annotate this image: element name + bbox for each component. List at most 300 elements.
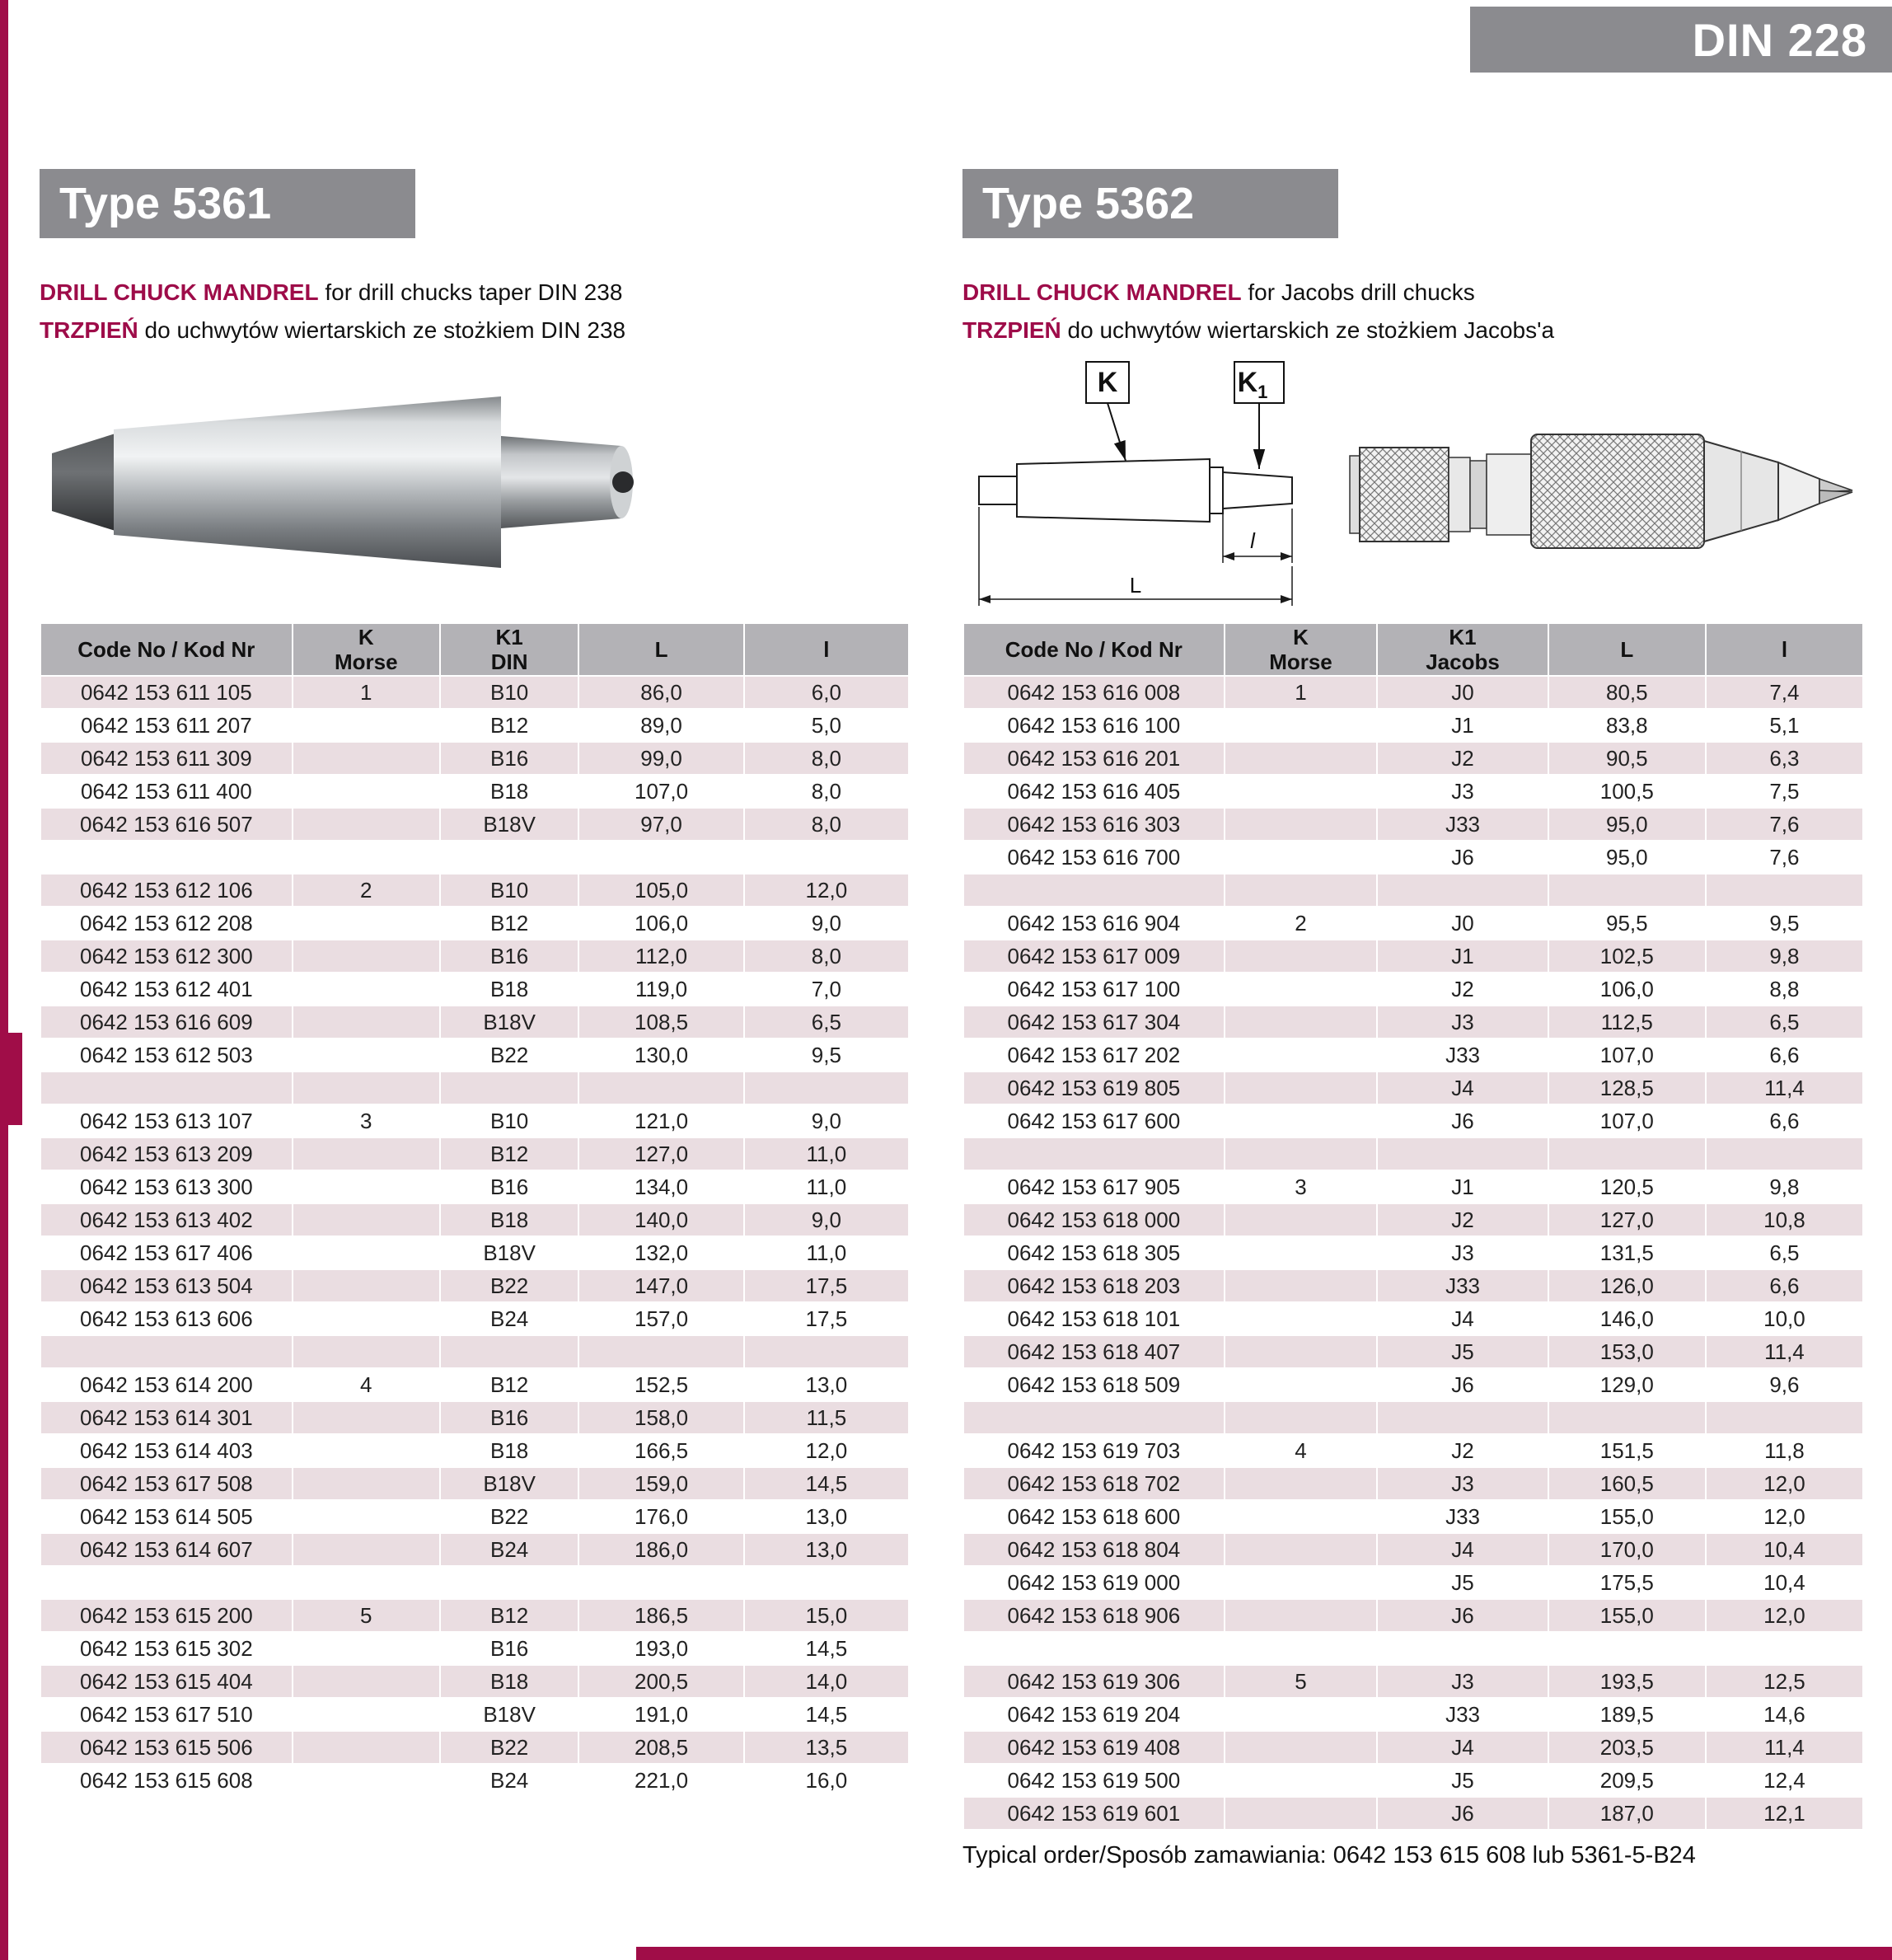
table-cell	[744, 1566, 909, 1599]
table-cell: 200,5	[578, 1665, 743, 1698]
dim-L-arrow-left	[979, 595, 990, 603]
table-cell: J5	[1377, 1566, 1548, 1599]
table-cell	[293, 1006, 440, 1039]
table-cell: 0642 153 617 304	[963, 1006, 1225, 1039]
table-cell	[1225, 742, 1378, 775]
table-cell: J2	[1377, 973, 1548, 1006]
table-cell: 155,0	[1548, 1500, 1706, 1533]
table-cell: 0642 153 618 407	[963, 1335, 1225, 1368]
chuck-rear-knurl	[1360, 448, 1449, 542]
table-cell: 2	[293, 874, 440, 907]
table-cell: B22	[440, 1500, 579, 1533]
table-cell: 83,8	[1548, 709, 1706, 742]
table-cell: 14,5	[744, 1467, 909, 1500]
col-header-k-morse	[293, 623, 440, 676]
table-row	[40, 676, 909, 709]
table-cell	[1377, 1401, 1548, 1434]
table-cell: 80,5	[1548, 676, 1706, 709]
table-cell: B24	[440, 1302, 579, 1335]
table-cell: 221,0	[578, 1764, 743, 1797]
table-cell: B16	[440, 1170, 579, 1203]
table-cell: 160,5	[1548, 1467, 1706, 1500]
table-row	[40, 1137, 909, 1170]
table-row	[963, 1632, 1863, 1665]
table-cell: 0642 153 619 601	[963, 1797, 1225, 1830]
table-cell	[293, 1731, 440, 1764]
table-row	[40, 1302, 909, 1335]
table-cell	[293, 1533, 440, 1566]
chuck-nose	[1778, 462, 1819, 520]
table-row	[963, 1104, 1863, 1137]
table-cell: 0642 153 613 209	[40, 1137, 293, 1170]
table-cell: J0	[1377, 907, 1548, 940]
table-cell: B10	[440, 874, 579, 907]
table-cell: 140,0	[578, 1203, 743, 1236]
table-cell: 0642 153 616 700	[963, 841, 1225, 874]
k-label: K	[1097, 367, 1118, 398]
table-cell: J4	[1377, 1533, 1548, 1566]
table-cell: 12,1	[1706, 1797, 1863, 1830]
table-cell	[744, 1335, 909, 1368]
table-cell: 0642 153 615 506	[40, 1731, 293, 1764]
type-5362-title-box	[962, 169, 1338, 238]
table-cell: 89,0	[578, 709, 743, 742]
table-cell	[744, 841, 909, 874]
table-cell: B22	[440, 1731, 579, 1764]
table-cell: B12	[440, 907, 579, 940]
table-cell: J6	[1377, 841, 1548, 874]
type-5361-title-box	[40, 169, 415, 238]
table-cell	[1225, 1731, 1378, 1764]
table-cell: 95,0	[1548, 841, 1706, 874]
table-row	[963, 1797, 1863, 1830]
table-cell: 97,0	[578, 808, 743, 841]
table-cell: 6,5	[744, 1006, 909, 1039]
table-row	[963, 1401, 1863, 1434]
table-row	[963, 1731, 1863, 1764]
table-cell	[1225, 1137, 1378, 1170]
table-cell: 186,5	[578, 1599, 743, 1632]
table-cell: 0642 153 611 105	[40, 676, 293, 709]
table-cell: 12,5	[1706, 1665, 1863, 1698]
table-cell: J2	[1377, 742, 1548, 775]
table-cell	[40, 1071, 293, 1104]
description-rest-pl: do uchwytów wiertarskich ze stożkiem DIN 238	[138, 317, 626, 343]
col-header-k: K	[1293, 625, 1309, 649]
table-cell	[963, 874, 1225, 907]
table-cell: J4	[1377, 1071, 1548, 1104]
description-rest-en: for drill chucks taper DIN 238	[318, 279, 623, 305]
table-cell: 0642 153 617 905	[963, 1170, 1225, 1203]
table-cell: 0642 153 616 100	[963, 709, 1225, 742]
description-rest-en: for Jacobs drill chucks	[1241, 279, 1475, 305]
table-cell: 12,0	[744, 874, 909, 907]
table-cell	[293, 907, 440, 940]
table-cell	[293, 1764, 440, 1797]
table-cell: 0642 153 615 608	[40, 1764, 293, 1797]
k1-label-main: K	[1237, 367, 1258, 398]
table-row	[40, 1533, 909, 1566]
table-cell: 152,5	[578, 1368, 743, 1401]
table-cell	[293, 1071, 440, 1104]
table-cell: 10,8	[1706, 1203, 1863, 1236]
table-cell	[1225, 940, 1378, 973]
table-cell: B12	[440, 1599, 579, 1632]
table-cell: 107,0	[578, 775, 743, 808]
table-cell: 209,5	[1548, 1764, 1706, 1797]
table-cell: 90,5	[1548, 742, 1706, 775]
description-lead-en: DRILL CHUCK MANDREL	[962, 279, 1242, 305]
table-cell	[293, 1039, 440, 1071]
table-cell	[293, 841, 440, 874]
table-cell: 0642 153 614 403	[40, 1434, 293, 1467]
col-header-din: DIN	[490, 649, 528, 674]
table-cell	[963, 1137, 1225, 1170]
table-row	[40, 1071, 909, 1104]
table-cell: 159,0	[578, 1467, 743, 1500]
table-cell: 193,5	[1548, 1665, 1706, 1698]
table-cell	[1225, 808, 1378, 841]
table-row	[40, 907, 909, 940]
description-rest-pl: do uchwytów wiertarskich ze stożkiem Jacobs'a	[1061, 317, 1555, 343]
table-row	[40, 973, 909, 1006]
dim-l-arrow-right	[1281, 552, 1292, 560]
dim-L-label: L	[1129, 573, 1142, 598]
table-cell: 193,0	[578, 1632, 743, 1665]
table-cell	[1225, 775, 1378, 808]
table-cell: B24	[440, 1764, 579, 1797]
table-cell: J1	[1377, 1170, 1548, 1203]
table-cell: J4	[1377, 1302, 1548, 1335]
table-cell: B16	[440, 1401, 579, 1434]
table-cell: 13,5	[744, 1731, 909, 1764]
table-row	[963, 1335, 1863, 1368]
drawing-tang	[979, 476, 1017, 504]
table-cell	[440, 1071, 579, 1104]
table-cell: 8,0	[744, 808, 909, 841]
din-standard-label: DIN 228	[1692, 13, 1867, 66]
table-row	[963, 1698, 1863, 1731]
table-cell: 0642 153 612 106	[40, 874, 293, 907]
table-cell: 6,3	[1706, 742, 1863, 775]
table-cell: 12,0	[1706, 1599, 1863, 1632]
mandrel-photo-figure	[40, 359, 910, 622]
chuck-collar-1	[1449, 457, 1470, 532]
table-cell: B18V	[440, 808, 579, 841]
table-cell	[293, 1302, 440, 1335]
table-cell: 14,0	[744, 1665, 909, 1698]
table-cell	[1225, 1764, 1378, 1797]
chuck-jaw-bottom	[1819, 490, 1852, 504]
table-row	[963, 1566, 1863, 1599]
table-cell: 0642 153 617 508	[40, 1467, 293, 1500]
col-header-l: l	[744, 623, 909, 676]
table-cell	[1225, 973, 1378, 1006]
chuck-sleeve-knurl	[1531, 434, 1704, 548]
table-cell: 0642 153 613 107	[40, 1104, 293, 1137]
table-cell: 5	[293, 1599, 440, 1632]
table-cell: 166,5	[578, 1434, 743, 1467]
table-cell	[293, 808, 440, 841]
table-cell: 11,8	[1706, 1434, 1863, 1467]
col-header-L: L	[1548, 623, 1706, 676]
table-cell: 0642 153 612 401	[40, 973, 293, 1006]
table-cell: J4	[1377, 1731, 1548, 1764]
table-row	[40, 1566, 909, 1599]
table-row	[40, 1599, 909, 1632]
table-cell: 15,0	[744, 1599, 909, 1632]
table-row	[963, 1170, 1863, 1203]
table-cell	[40, 1566, 293, 1599]
table-cell	[1225, 1401, 1378, 1434]
table-cell: 0642 153 617 510	[40, 1698, 293, 1731]
table-row	[40, 1104, 909, 1137]
table-cell: 0642 153 616 904	[963, 907, 1225, 940]
table-cell: 11,5	[744, 1401, 909, 1434]
table-cell: 102,5	[1548, 940, 1706, 973]
table-cell: 6,6	[1706, 1269, 1863, 1302]
table-row	[963, 1006, 1863, 1039]
table-cell: B10	[440, 1104, 579, 1137]
table-cell: 12,0	[1706, 1500, 1863, 1533]
table-cell	[963, 1632, 1225, 1665]
table-cell	[293, 1335, 440, 1368]
table-cell	[1377, 1137, 1548, 1170]
table-cell: J3	[1377, 1006, 1548, 1039]
table-cell: 12,4	[1706, 1764, 1863, 1797]
table-cell: 0642 153 614 301	[40, 1401, 293, 1434]
table-row	[40, 874, 909, 907]
table-cell: 7,6	[1706, 808, 1863, 841]
table-cell: J3	[1377, 775, 1548, 808]
din-standard-badge	[1470, 7, 1892, 73]
mandrel-technical-drawing	[962, 359, 1864, 622]
table-cell	[1225, 1203, 1378, 1236]
table-cell: B18V	[440, 1006, 579, 1039]
table-row	[40, 1665, 909, 1698]
table-cell: 0642 153 611 207	[40, 709, 293, 742]
dim-l-arrow-left	[1223, 552, 1234, 560]
table-cell: 187,0	[1548, 1797, 1706, 1830]
table-row	[963, 775, 1863, 808]
table-cell: 0642 153 618 305	[963, 1236, 1225, 1269]
table-cell	[1225, 1632, 1378, 1665]
table-row	[963, 907, 1863, 940]
table-row	[40, 1434, 909, 1467]
col-header-k1: K1	[1449, 625, 1477, 649]
table-row	[40, 1236, 909, 1269]
col-header-k-morse	[1225, 623, 1378, 676]
table-cell: 0642 153 611 400	[40, 775, 293, 808]
table-cell: 0642 153 616 405	[963, 775, 1225, 808]
table-cell: 120,5	[1548, 1170, 1706, 1203]
table-cell: 8,0	[744, 775, 909, 808]
table-cell: 0642 153 613 504	[40, 1269, 293, 1302]
type-5361-table	[40, 622, 910, 1798]
table-cell: 157,0	[578, 1302, 743, 1335]
table-cell: 130,0	[578, 1039, 743, 1071]
table-cell: 119,0	[578, 973, 743, 1006]
table-cell: J33	[1377, 1269, 1548, 1302]
table-row	[40, 1764, 909, 1797]
table-row	[40, 940, 909, 973]
table-cell: 0642 153 617 202	[963, 1039, 1225, 1071]
table-cell: J33	[1377, 1698, 1548, 1731]
left-edge-stripe	[0, 0, 8, 1960]
mandrel-drawing-figure	[962, 359, 1864, 622]
table-cell: 129,0	[1548, 1368, 1706, 1401]
table-cell: 8,0	[744, 742, 909, 775]
table-cell: J33	[1377, 1500, 1548, 1533]
table-cell: 1	[1225, 676, 1378, 709]
table-row	[40, 1731, 909, 1764]
table-row	[963, 1039, 1863, 1071]
table-row	[963, 1434, 1863, 1467]
table-cell	[1225, 1006, 1378, 1039]
table-cell	[578, 841, 743, 874]
table-cell: 0642 153 616 507	[40, 808, 293, 841]
table-cell: 0642 153 618 000	[963, 1203, 1225, 1236]
type-5362-description-pl	[962, 314, 1864, 347]
table-cell: J3	[1377, 1467, 1548, 1500]
table-cell: 100,5	[1548, 775, 1706, 808]
table-cell: 86,0	[578, 676, 743, 709]
table-cell: 0642 153 617 100	[963, 973, 1225, 1006]
table-cell: 0642 153 618 600	[963, 1500, 1225, 1533]
drawing-morse-taper	[1017, 459, 1210, 522]
table-cell: 0642 153 613 300	[40, 1170, 293, 1203]
table-cell: 107,0	[1548, 1039, 1706, 1071]
table-cell	[1548, 1632, 1706, 1665]
table-cell: 7,6	[1706, 841, 1863, 874]
k1-label-sub: 1	[1257, 382, 1268, 402]
table-cell: 134,0	[578, 1170, 743, 1203]
col-header-k1-jacobs	[1377, 623, 1548, 676]
table-cell: B12	[440, 1137, 579, 1170]
table-cell: J6	[1377, 1797, 1548, 1830]
dim-L-arrow-right	[1281, 595, 1292, 603]
table-cell: B12	[440, 1368, 579, 1401]
table-cell: 11,4	[1706, 1071, 1863, 1104]
table-cell: J6	[1377, 1368, 1548, 1401]
table-cell	[1225, 1039, 1378, 1071]
table-cell: 0642 153 617 009	[963, 940, 1225, 973]
table-cell	[293, 1566, 440, 1599]
table-cell: B10	[440, 676, 579, 709]
table-cell: 8,8	[1706, 973, 1863, 1006]
table-cell: 132,0	[578, 1236, 743, 1269]
table-cell: 0642 153 615 200	[40, 1599, 293, 1632]
table-cell: 131,5	[1548, 1236, 1706, 1269]
table-cell: 7,5	[1706, 775, 1863, 808]
col-header-jacobs: Jacobs	[1426, 649, 1500, 674]
table-cell: 11,4	[1706, 1731, 1863, 1764]
table-cell: 1	[293, 676, 440, 709]
table-cell: 14,6	[1706, 1698, 1863, 1731]
table-cell	[40, 1335, 293, 1368]
table-row	[963, 1764, 1863, 1797]
table-row	[40, 1039, 909, 1071]
description-lead-pl: TRZPIEŃ	[962, 317, 1061, 343]
table-row	[963, 1137, 1863, 1170]
table-row	[963, 874, 1863, 907]
table-cell: 106,0	[578, 907, 743, 940]
table-cell: 146,0	[1548, 1302, 1706, 1335]
table-cell: 0642 153 616 609	[40, 1006, 293, 1039]
table-cell: 9,5	[744, 1039, 909, 1071]
table-cell	[40, 841, 293, 874]
table-cell: 2	[1225, 907, 1378, 940]
table-cell	[293, 1632, 440, 1665]
table-row	[40, 1269, 909, 1302]
table-cell: 5	[1225, 1665, 1378, 1698]
table-cell: J0	[1377, 676, 1548, 709]
table-cell: 0642 153 612 503	[40, 1039, 293, 1071]
table-cell: 0642 153 612 300	[40, 940, 293, 973]
table-cell: 0642 153 618 509	[963, 1368, 1225, 1401]
table-cell	[1225, 1302, 1378, 1335]
col-header-code: Code No / Kod Nr	[963, 623, 1225, 676]
col-header-l: l	[1706, 623, 1863, 676]
col-header-k1: K1	[495, 625, 523, 649]
table-cell: 6,6	[1706, 1039, 1863, 1071]
table-cell: J33	[1377, 1039, 1548, 1071]
table-cell: B16	[440, 742, 579, 775]
table-cell: 11,0	[744, 1236, 909, 1269]
table-row	[40, 1170, 909, 1203]
table-cell	[1225, 1533, 1378, 1566]
table-cell: 17,5	[744, 1269, 909, 1302]
table-cell: 11,0	[744, 1170, 909, 1203]
table-cell: 3	[1225, 1170, 1378, 1203]
table-cell	[1706, 1137, 1863, 1170]
type-5361-section	[40, 169, 910, 1798]
left-edge-tab	[0, 1033, 22, 1125]
table-row	[963, 841, 1863, 874]
table-cell: 0642 153 617 600	[963, 1104, 1225, 1137]
table-cell	[1225, 1698, 1378, 1731]
table-row	[40, 1335, 909, 1368]
drawing-collar	[1210, 467, 1223, 513]
table-cell: 0642 153 618 203	[963, 1269, 1225, 1302]
table-cell: B18	[440, 1203, 579, 1236]
table-cell: 0642 153 619 703	[963, 1434, 1225, 1467]
table-row	[963, 1599, 1863, 1632]
table-cell: B16	[440, 940, 579, 973]
table-cell: 0642 153 616 201	[963, 742, 1225, 775]
mandrel-taper-body	[114, 396, 501, 568]
table-cell: J33	[1377, 808, 1548, 841]
table-row	[963, 1500, 1863, 1533]
table-cell	[293, 1698, 440, 1731]
table-cell: J2	[1377, 1203, 1548, 1236]
table-row	[963, 1665, 1863, 1698]
table-cell: 9,8	[1706, 1170, 1863, 1203]
table-cell: 14,5	[744, 1632, 909, 1665]
table-cell	[1377, 1632, 1548, 1665]
table-cell: 0642 153 618 702	[963, 1467, 1225, 1500]
table-cell	[1225, 1104, 1378, 1137]
table-cell: 208,5	[578, 1731, 743, 1764]
table-cell: 99,0	[578, 742, 743, 775]
table-cell: 126,0	[1548, 1269, 1706, 1302]
dim-l-label: l	[1250, 528, 1255, 553]
table-cell: 0642 153 613 402	[40, 1203, 293, 1236]
table-cell: J3	[1377, 1665, 1548, 1698]
table-cell: 17,5	[744, 1302, 909, 1335]
table-cell	[1225, 1500, 1378, 1533]
table-cell	[1225, 709, 1378, 742]
